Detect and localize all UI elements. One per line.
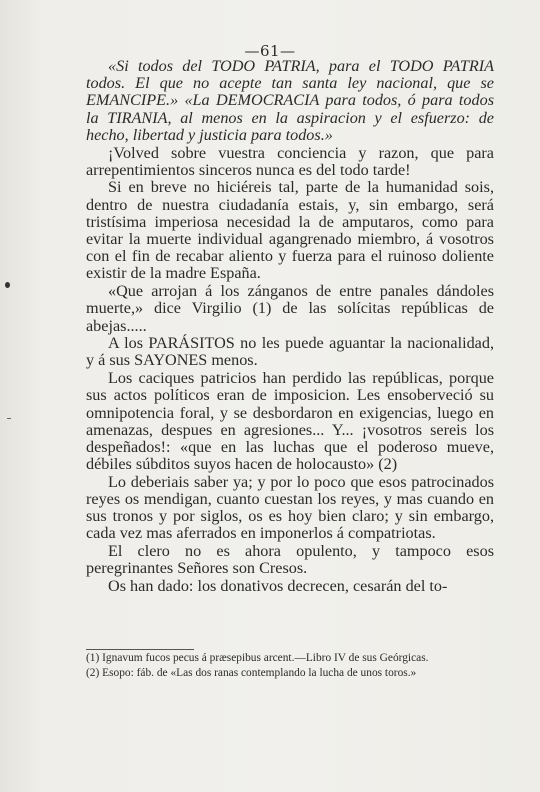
margin-mark [7,418,11,419]
ink-spot [5,282,10,288]
footnote: (2) Esopo: fáb. de «Las dos ranas contemplando la lucha de unos toros.» [86,666,417,679]
footnote-divider [86,649,194,650]
paragraph: ¡Volved sobre vuestra conciencia y razon, que para arrepentimientos sinceros nunca es del todo tarde! [86,143,494,179]
paragraph: Si en breve no hiciéreis tal, parte de la humanidad sois, dentro de nuestra ciudadanía estais, y, sin embargo, será tristísima imperiosa necesidad la de amputaros, como para evitar la muerte individual agangrenado miembro, á vosotros con el fin de recabar aliento y fuerza para el ruinoso doliente existir de la madre España. [86,178,494,283]
paragraph: «Que arrojan á los zánganos de entre panales dándoles muerte,» dice Virgilio (1) de las solícitas repúblicas de abejas..... [86,282,494,335]
footnote: (1) Ignavum fucos pecus á præsepibus arcent.—Libro IV de sus Geórgicas. [86,652,429,664]
paragraph: Os han dado: los donativos decrecen, cesarán del to- [108,577,448,596]
page-number: —61— [244,42,296,60]
body-text [86,58,494,595]
footnotes [86,652,494,681]
paragraph: Lo deberiais saber ya; y por lo poco que esos patrocinados reyes os mendigan, cuanto cuestan los reyes, y mas cuando en sus tronos y por siglos, os es hoy bien claro; y sin embargo, cada vez mas aferrados en imponerlos á compatriotas. [86,472,494,543]
paragraph: Los caciques patricios han perdido las repúblicas, porque sus actos políticos eran de imposicion. Les ensoberveció su omnipotencia foral, y se desbordaron en exigencias, luego en amenazas, despues en agresiones... Y... ¡vosotros sereis los despeñados!: «que en las luchas que el poderoso mueve, débiles súbditos suyos hacen de holocausto» (2) [86,369,494,474]
paragraph: A los PARÁSITOS no les puede aguantar la nacionalidad, y á sus SAYONES menos. [86,334,494,370]
paragraph: El clero no es ahora opulento, y tampoco esos peregrinantes Señores son Cresos. [86,542,494,578]
paragraph: «Si todos del TODO PATRIA, para el TODO PATRIA todos. El que no acepte tan santa ley nacional, que se EMANCIPE.» «La DEMOCRACIA para todos, ó para todos la TIRANIA, al menos en la aspiracion y el esfuerzo: de hecho, libertad y justicia para todos.» [86,57,494,144]
